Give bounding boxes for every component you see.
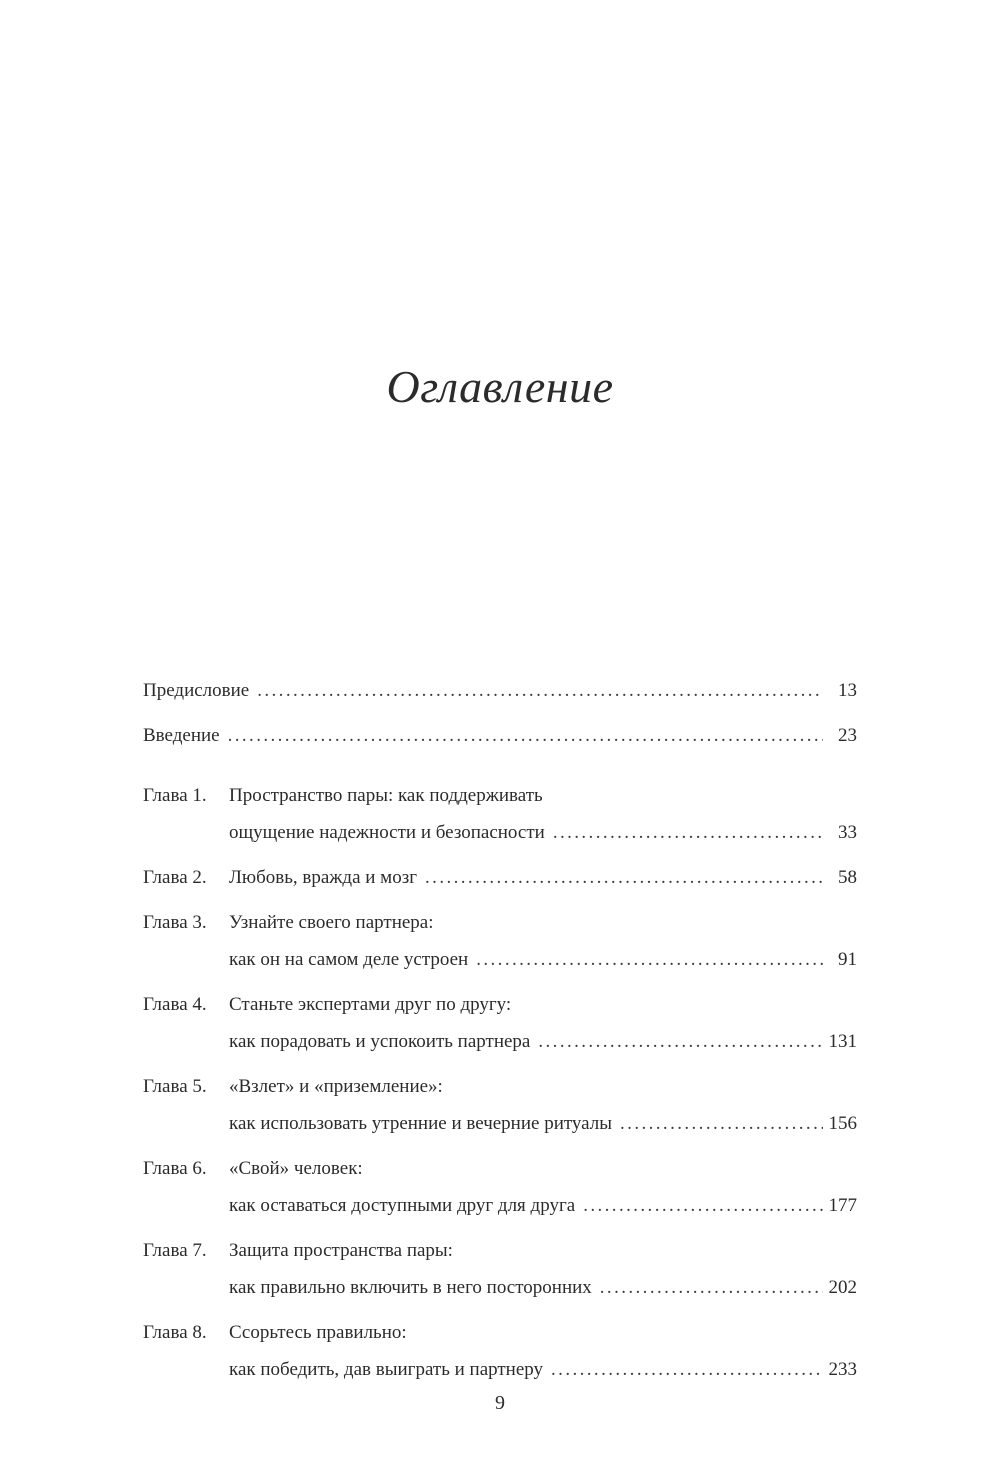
toc-entry-preface[interactable] (143, 672, 857, 709)
page-number: 33 (838, 822, 857, 843)
chapter-title-line1: Ссорьтесь правильно: (229, 1322, 407, 1343)
chapter-title-line1: Защита пространства пары: (229, 1240, 453, 1261)
page-number: 202 (828, 1277, 857, 1298)
page-number: 23 (838, 725, 857, 746)
toc-entry-chapter-3[interactable] (143, 904, 857, 978)
toc-entry-chapter-4[interactable] (143, 986, 857, 1060)
page-number: 13 (838, 680, 857, 701)
chapter-label: Глава 2. (143, 867, 207, 888)
chapter-title-line2: ощущение надежности и безопасности (229, 822, 545, 843)
chapter-title-line2: как использовать утренние и вечерние ритуалы (229, 1113, 613, 1134)
page-number: 233 (828, 1359, 857, 1380)
toc-entry-title: Предисловие (143, 680, 250, 701)
page-number: 177 (828, 1195, 857, 1216)
chapter-title-line1: «Взлет» и «приземление»: (229, 1076, 443, 1097)
chapter-title-line1: Узнайте своего партнера: (229, 912, 434, 933)
chapter-label: Глава 6. (143, 1158, 207, 1179)
toc-entry-title: Введение (143, 725, 220, 746)
dot-leader (620, 1105, 823, 1142)
table-of-contents (143, 672, 857, 1396)
toc-entry-chapter-2[interactable] (143, 859, 857, 896)
chapter-title-line1: Станьте экспертами друг по другу: (229, 994, 512, 1015)
toc-entry-chapter-8[interactable] (143, 1314, 857, 1388)
dot-leader (425, 859, 823, 896)
chapter-label: Глава 7. (143, 1240, 207, 1261)
folio-page-number: 9 (495, 1392, 505, 1414)
toc-entry-chapter-5[interactable] (143, 1068, 857, 1142)
dot-leader (583, 1187, 823, 1224)
chapter-label: Глава 3. (143, 912, 207, 933)
chapter-title-line1: Пространство пары: как поддерживать (229, 785, 543, 806)
page-number: 58 (838, 867, 857, 888)
chapter-title-line2: как порадовать и успокоить партнера (229, 1031, 531, 1052)
toc-entry-chapter-6[interactable] (143, 1150, 857, 1224)
chapter-label: Глава 5. (143, 1076, 207, 1097)
dot-leader (538, 1023, 823, 1060)
toc-entry-chapter-7[interactable] (143, 1232, 857, 1306)
chapter-title-line2: как правильно включить в него посторонних (229, 1277, 592, 1298)
chapter-label: Глава 4. (143, 994, 207, 1015)
dot-leader (257, 672, 823, 709)
toc-entry-chapter-1[interactable] (143, 777, 857, 851)
dot-leader (551, 1351, 823, 1388)
dot-leader (228, 717, 823, 754)
page-number: 91 (838, 949, 857, 970)
dot-leader (476, 941, 823, 978)
chapter-title-line2: Любовь, вражда и мозг (229, 867, 418, 888)
dot-leader (600, 1269, 823, 1306)
chapter-title-line2: как победить, дав выиграть и партнеру (229, 1359, 544, 1380)
dot-leader (553, 814, 823, 851)
page-number: 156 (828, 1113, 857, 1134)
chapter-title-line2: как он на самом деле устроен (229, 949, 469, 970)
toc-entry-introduction[interactable] (143, 717, 857, 754)
chapter-label: Глава 8. (143, 1322, 207, 1343)
chapter-title-line1: «Свой» человек: (229, 1158, 363, 1179)
page-title: Оглавление (386, 361, 614, 412)
chapter-label: Глава 1. (143, 785, 207, 806)
page-number: 131 (828, 1031, 857, 1052)
chapter-title-line2: как оставаться доступными друг для друга (229, 1195, 576, 1216)
